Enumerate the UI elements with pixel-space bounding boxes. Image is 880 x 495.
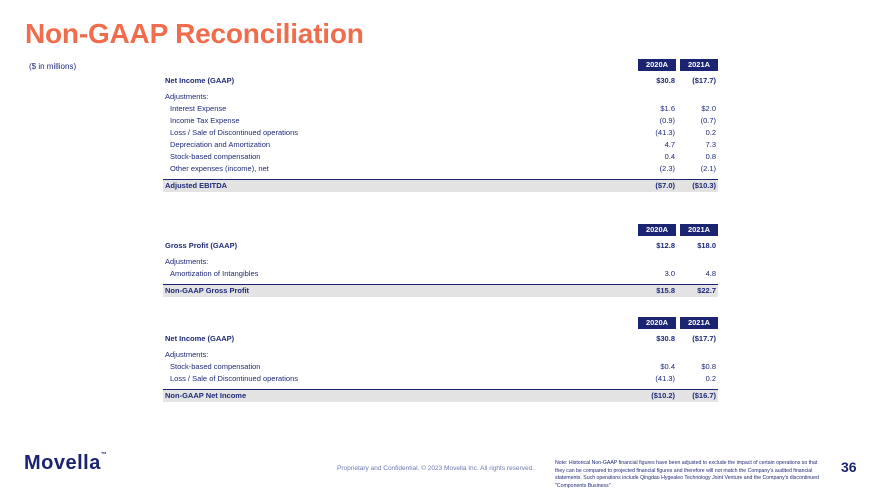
adjusted-ebitda-table xyxy=(163,59,718,192)
total-row: Adjusted EBITDA ($7.0) ($10.3) xyxy=(165,181,716,190)
column-header-2020a: 2020A xyxy=(638,224,676,236)
table-row: Income Tax Expense (0.9) (0.7) xyxy=(170,116,716,125)
table-row: Depreciation and Amortization 4.7 7.3 xyxy=(170,140,716,149)
page-title: Non-GAAP Reconciliation xyxy=(25,18,364,49)
table-header xyxy=(163,224,718,236)
table-row: Interest Expense $1.6 $2.0 xyxy=(170,104,716,113)
table-row: Loss / Sale of Discontinued operations (41.3) 0.2 xyxy=(170,128,716,137)
table-row: Loss / Sale of Discontinued operations (41.3) 0.2 xyxy=(170,374,716,383)
movella-logo: Movella™ xyxy=(24,452,108,474)
page-number: 36 xyxy=(841,459,857,475)
total-row: Non-GAAP Net Income ($10.2) ($16.7) xyxy=(165,391,716,400)
table-row: Net Income (GAAP) $30.8 ($17.7) xyxy=(165,334,716,343)
table-row: Stock-based compensation 0.4 0.8 xyxy=(170,152,716,161)
table-row: Net Income (GAAP) $30.8 ($17.7) xyxy=(165,76,716,85)
confidential-notice: Proprietary and Confidential. © 2023 Movella Inc. All rights reserved. xyxy=(337,465,534,472)
table-header xyxy=(163,59,718,71)
net-income-table xyxy=(163,317,718,402)
table-row: Gross Profit (GAAP) $12.8 $18.0 xyxy=(165,241,716,250)
total-row: Non-GAAP Gross Profit $15.8 $22.7 xyxy=(165,286,716,295)
table-row: Other expenses (income), net (2.3) (2.1) xyxy=(170,164,716,173)
column-header-2021a: 2021A xyxy=(680,224,718,236)
table-row: Adjustments: xyxy=(165,257,209,266)
footnote: Note: Historical Non-GAAP financial figures have been adjusted to exclude the impact of certain operations so that they can be compared to projected financial figures and therefore will not match the Company's audited financial statements. Such operations include Qingdao Hygealeo Technology Joint Venture and the Company's discontinued "Components Business" xyxy=(555,460,819,489)
column-header-2020a: 2020A xyxy=(638,317,676,329)
column-header-2021a: 2021A xyxy=(680,59,718,71)
table-header xyxy=(163,317,718,329)
gross-profit-table xyxy=(163,224,718,297)
units-label: ($ in millions) xyxy=(29,62,77,71)
table-row: Amortization of Intangibles 3.0 4.8 xyxy=(170,269,716,278)
table-row: Adjustments: xyxy=(165,350,209,359)
column-header-2021a: 2021A xyxy=(680,317,718,329)
column-header-2020a: 2020A xyxy=(638,59,676,71)
table-row: Stock-based compensation $0.4 $0.8 xyxy=(170,362,716,371)
table-row: Adjustments: xyxy=(165,92,209,101)
